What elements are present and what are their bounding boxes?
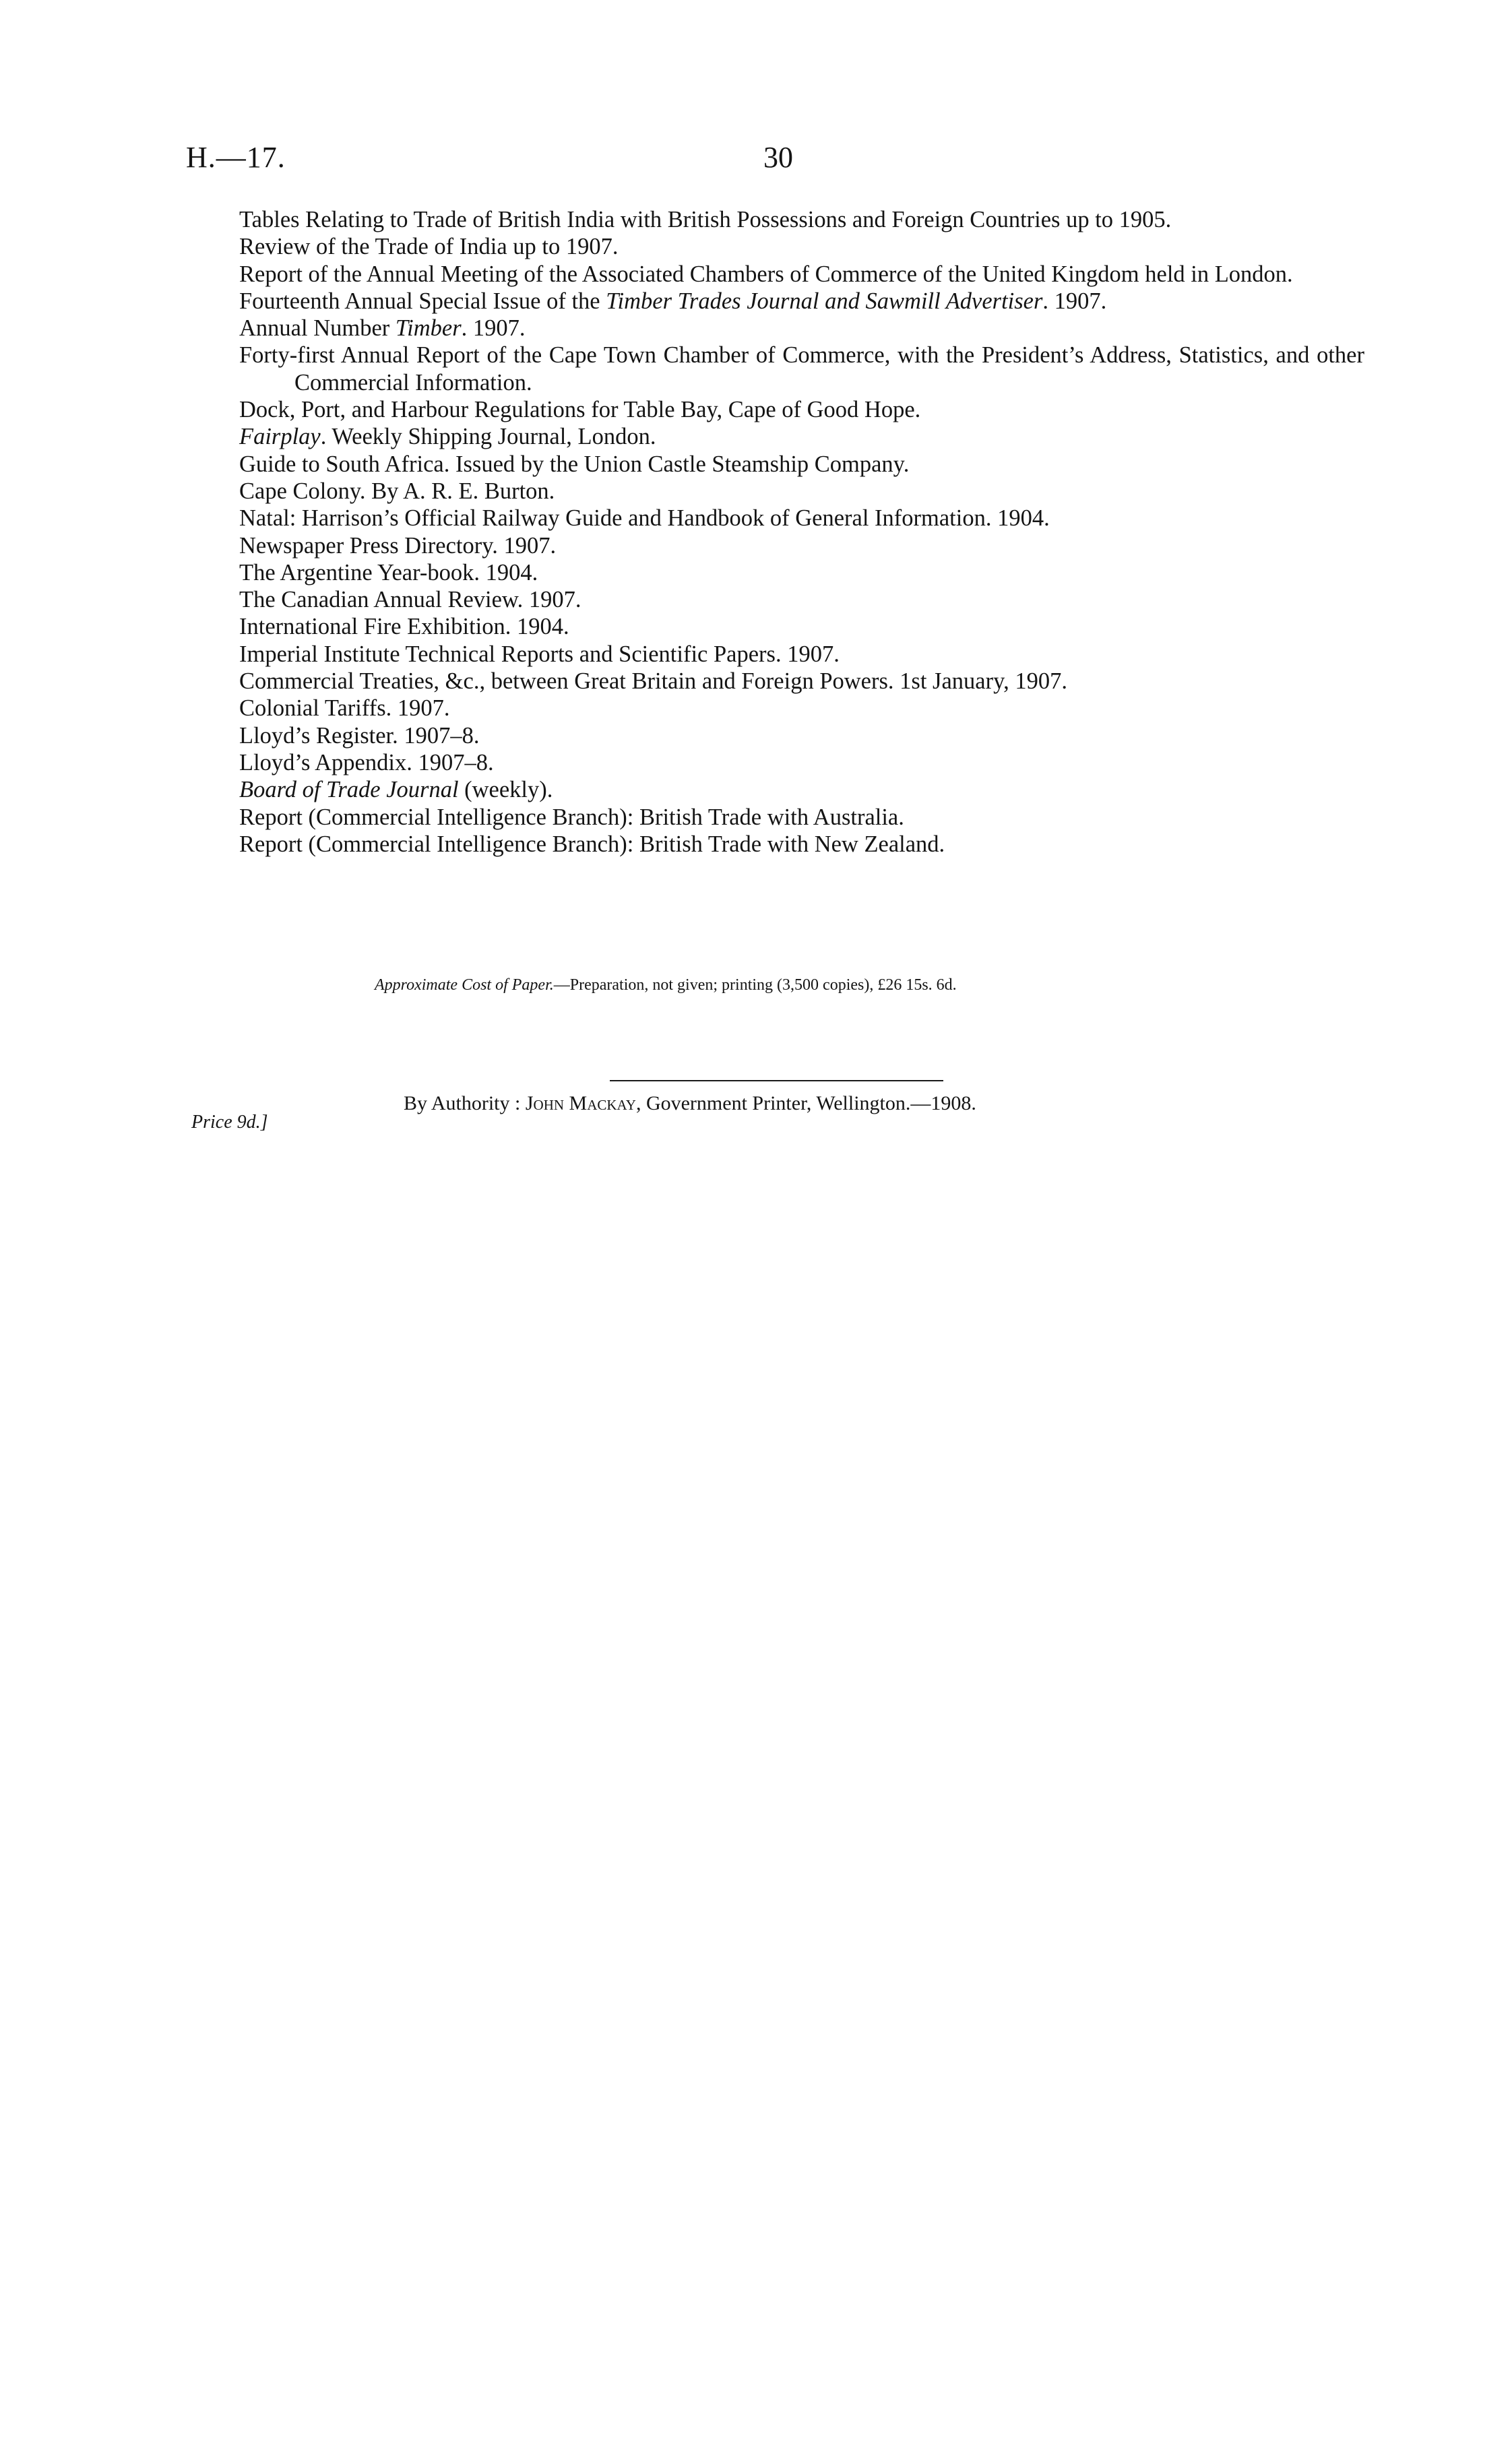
reference-item: Lloyd’s Appendix. 1907–8. [239, 749, 494, 775]
footer-divider [610, 1080, 943, 1081]
reference-item: The Canadian Annual Review. 1907. [239, 587, 581, 613]
reference-item: Imperial Institute Technical Reports and Scientific Papers. 1907. [239, 641, 840, 667]
reference-list [239, 206, 1364, 858]
reference-title: Fairplay [239, 424, 321, 450]
reference-item: The Argentine Year-book. 1904. [239, 559, 538, 585]
reference-item: Report of the Annual Meeting of the Associated Chambers of Commerce of the United Kingdom held in London. [239, 261, 1293, 287]
reference-item: Natal: Harrison’s Official Railway Guide and Handbook of General Information. 1904. [239, 505, 1050, 532]
reference-item [239, 288, 1364, 315]
reference-title: Timber Trades Journal and Sawmill Advertiser [606, 288, 1043, 314]
reference-item: International Fire Exhibition. 1904. [239, 614, 569, 640]
reference-item [239, 776, 1364, 803]
reference-text: Annual Number [239, 315, 396, 342]
reference-item: Review of the Trade of India up to 1907. [239, 234, 619, 260]
page-header [0, 140, 1512, 181]
price-label: Price 9d.] [191, 1112, 268, 1133]
reference-item: Report (Commercial Intelligence Branch): British Trade with New Zealand. [239, 831, 945, 857]
reference-text: . 1907. [461, 315, 526, 342]
reference-item: Cape Colony. By A. R. E. Burton. [239, 478, 555, 504]
reference-item [239, 423, 1364, 450]
printer-imprint [404, 1092, 976, 1115]
cost-note-text: —Preparation, not given; printing (3,500 copies), £26 15s. 6d. [553, 976, 957, 994]
cost-of-paper-note [375, 976, 957, 994]
reference-item: Commercial Treaties, &c., between Great Britain and Foreign Powers. 1st January, 1907. [239, 668, 1067, 695]
printer-name: John Mackay [525, 1092, 636, 1114]
reference-text: . Weekly Shipping Journal, London. [320, 424, 656, 450]
page-number: 30 [763, 141, 793, 174]
reference-item: Guide to South Africa. Issued by the Union Castle Steamship Company. [239, 451, 910, 477]
reference-item: Colonial Tariffs. 1907. [239, 695, 450, 722]
reference-item: Forty-first Annual Report of the Cape Town Chamber of Commerce, with the President’s Address, Statistics, and other Commercial Information. [239, 342, 1364, 395]
reference-item: Lloyd’s Register. 1907–8. [239, 722, 480, 749]
reference-title: Board of Trade Journal [239, 777, 459, 803]
reference-item: Newspaper Press Directory. 1907. [239, 532, 557, 559]
reference-item: Report (Commercial Intelligence Branch): British Trade with Australia. [239, 804, 904, 830]
authority-prefix: By Authority : [404, 1092, 526, 1114]
reference-item: Tables Relating to Trade of British India with British Possessions and Foreign Countries up to 1905. [239, 207, 1172, 232]
reference-text: (weekly). [458, 777, 553, 803]
reference-item: Dock, Port, and Harbour Regulations for Table Bay, Cape of Good Hope. [239, 397, 921, 423]
reference-item [239, 315, 1364, 342]
reference-title: Timber [395, 315, 462, 342]
reference-text: Fourteenth Annual Special Issue of the [239, 288, 606, 314]
cost-note-label: Approximate Cost of Paper. [375, 976, 554, 994]
printer-suffix: , Government Printer, Wellington.—1908. [635, 1092, 976, 1114]
reference-text: . 1907. [1042, 288, 1107, 314]
document-reference: H.—17. [186, 141, 286, 174]
